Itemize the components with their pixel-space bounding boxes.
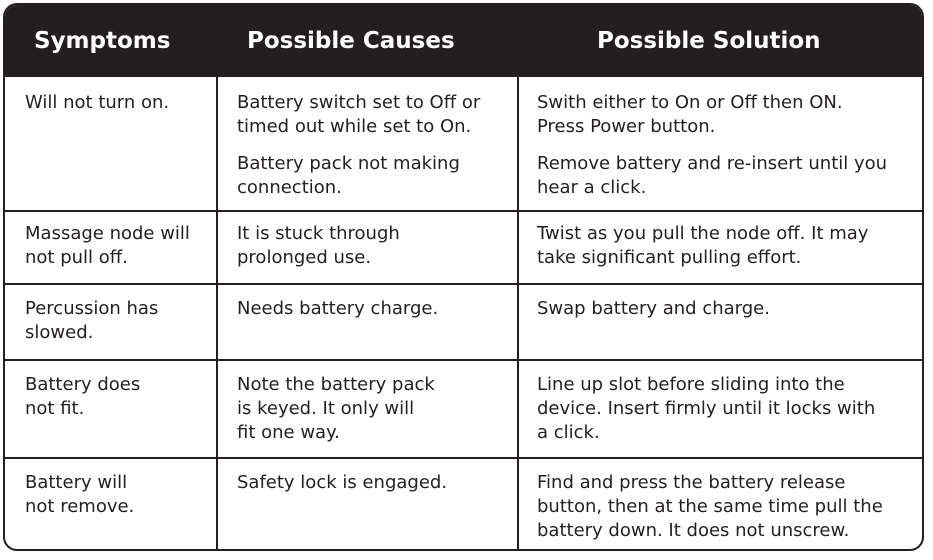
symptom-cell: Massage node will not pull off. [25,223,190,268]
cause-cell: Safety lock is engaged. [237,472,448,493]
troubleshooting-table [3,3,924,551]
column-divider [517,77,519,549]
symptom-cell: Battery will not remove. [25,472,135,517]
symptom-cell: Will not turn on. [25,92,170,113]
row-divider [5,457,922,459]
cause-cell: Battery pack not making connection. [237,153,460,198]
cause-cell: Battery switch set to Off or timed out while set to On. [237,92,481,137]
solution-cell: Line up slot before sliding into the device. Insert firmly until it locks with a click. [537,374,876,443]
solution-cell: Find and press the battery release button, then at the same time pull the battery down. It does not unscrew. [537,472,883,541]
cause-cell: Note the battery pack is keyed. It only will fit one way. [237,374,435,443]
solution-cell: Twist as you pull the node off. It may take significant pulling effort. [537,223,869,268]
cause-cell: It is stuck through prolonged use. [237,223,400,268]
header-symptoms: Symptoms [34,28,171,54]
solution-cell: Swith either to On or Off then ON. Press Power button. [537,92,843,137]
solution-cell: Swap battery and charge. [537,298,770,319]
row-divider [5,283,922,285]
row-divider [5,359,922,361]
header-possible-causes: Possible Causes [247,28,455,54]
row-divider [5,210,922,212]
column-divider [216,77,218,549]
symptom-cell: Battery does not fit. [25,374,141,419]
symptom-cell: Percussion has slowed. [25,298,159,343]
header-possible-solution: Possible Solution [597,28,821,54]
cause-cell: Needs battery charge. [237,298,439,319]
table-header [5,5,922,77]
solution-cell: Remove battery and re-insert until you hear a click. [537,153,888,198]
